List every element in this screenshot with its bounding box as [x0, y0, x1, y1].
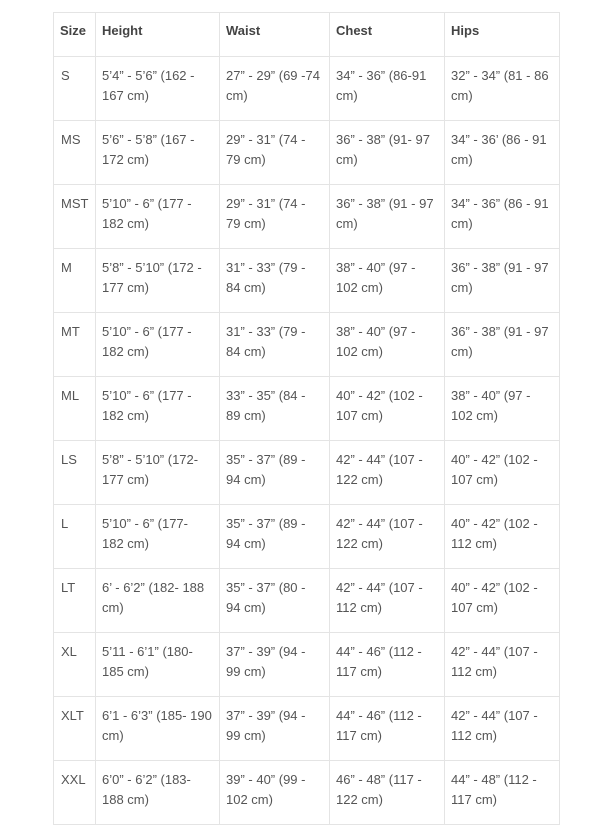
height-cell: 5’10” - 6” (177- 182 cm): [96, 505, 220, 569]
table-row: [54, 441, 560, 505]
height-cell: 6’1 - 6’3” (185- 190 cm): [96, 697, 220, 761]
hips-cell: 34” - 36” (86 - 91 cm): [445, 185, 560, 249]
hips-cell: 44” - 48” (112 - 117 cm): [445, 761, 560, 825]
header-height: Height: [96, 13, 220, 57]
height-cell: 5’8” - 5’10” (172- 177 cm): [96, 441, 220, 505]
chest-cell: 46” - 48” (117 - 122 cm): [330, 761, 445, 825]
waist-cell: 29” - 31” (74 - 79 cm): [220, 121, 330, 185]
table-row: [54, 505, 560, 569]
header-row: [54, 13, 560, 57]
header-hips: Hips: [445, 13, 560, 57]
waist-cell: 39” - 40” (99 - 102 cm): [220, 761, 330, 825]
hips-cell: 42” - 44” (107 - 112 cm): [445, 633, 560, 697]
hips-cell: 36” - 38” (91 - 97 cm): [445, 249, 560, 313]
height-cell: 5’10” - 6” (177 - 182 cm): [96, 185, 220, 249]
height-cell: 5’8” - 5’10” (172 - 177 cm): [96, 249, 220, 313]
waist-cell: 35” - 37” (80 - 94 cm): [220, 569, 330, 633]
hips-cell: 42” - 44” (107 - 112 cm): [445, 697, 560, 761]
header-waist: Waist: [220, 13, 330, 57]
size-cell: LS: [54, 441, 96, 505]
waist-cell: 37” - 39” (94 - 99 cm): [220, 633, 330, 697]
hips-cell: 40” - 42” (102 - 107 cm): [445, 441, 560, 505]
size-cell: MS: [54, 121, 96, 185]
size-cell: MT: [54, 313, 96, 377]
size-cell: S: [54, 57, 96, 121]
size-cell: MST: [54, 185, 96, 249]
table-row: [54, 761, 560, 825]
height-cell: 6’0” - 6’2” (183- 188 cm): [96, 761, 220, 825]
table-row: [54, 57, 560, 121]
table-row: [54, 313, 560, 377]
table-row: [54, 377, 560, 441]
chest-cell: 36” - 38” (91- 97 cm): [330, 121, 445, 185]
table-row: [54, 569, 560, 633]
table-header: [54, 13, 560, 57]
size-cell: L: [54, 505, 96, 569]
size-chart-table: [53, 12, 560, 825]
chest-cell: 36” - 38” (91 - 97 cm): [330, 185, 445, 249]
table-row: [54, 185, 560, 249]
waist-cell: 29” - 31” (74 - 79 cm): [220, 185, 330, 249]
size-cell: ML: [54, 377, 96, 441]
hips-cell: 40” - 42” (102 - 107 cm): [445, 569, 560, 633]
chest-cell: 42” - 44” (107 - 122 cm): [330, 505, 445, 569]
height-cell: 5’10” - 6” (177 - 182 cm): [96, 313, 220, 377]
height-cell: 5’6” - 5’8” (167 - 172 cm): [96, 121, 220, 185]
waist-cell: 35” - 37” (89 - 94 cm): [220, 505, 330, 569]
chest-cell: 38” - 40” (97 - 102 cm): [330, 313, 445, 377]
chest-cell: 44” - 46” (112 - 117 cm): [330, 697, 445, 761]
height-cell: 5’10” - 6” (177 - 182 cm): [96, 377, 220, 441]
chest-cell: 42” - 44” (107 - 122 cm): [330, 441, 445, 505]
size-cell: XLT: [54, 697, 96, 761]
height-cell: 5’4” - 5’6” (162 - 167 cm): [96, 57, 220, 121]
hips-cell: 38” - 40” (97 - 102 cm): [445, 377, 560, 441]
table-row: [54, 633, 560, 697]
hips-cell: 32” - 34” (81 - 86 cm): [445, 57, 560, 121]
waist-cell: 35” - 37” (89 - 94 cm): [220, 441, 330, 505]
table-row: [54, 697, 560, 761]
waist-cell: 37” - 39” (94 - 99 cm): [220, 697, 330, 761]
waist-cell: 31” - 33” (79 - 84 cm): [220, 249, 330, 313]
hips-cell: 34” - 36’ (86 - 91 cm): [445, 121, 560, 185]
size-cell: XXL: [54, 761, 96, 825]
chest-cell: 34” - 36” (86-91 cm): [330, 57, 445, 121]
table-body: [54, 57, 560, 825]
chest-cell: 40” - 42” (102 - 107 cm): [330, 377, 445, 441]
waist-cell: 33” - 35” (84 - 89 cm): [220, 377, 330, 441]
chest-cell: 38” - 40” (97 - 102 cm): [330, 249, 445, 313]
hips-cell: 36” - 38” (91 - 97 cm): [445, 313, 560, 377]
table-row: [54, 249, 560, 313]
size-cell: LT: [54, 569, 96, 633]
height-cell: 5’11 - 6’1” (180- 185 cm): [96, 633, 220, 697]
waist-cell: 31” - 33” (79 - 84 cm): [220, 313, 330, 377]
chest-cell: 44” - 46” (112 - 117 cm): [330, 633, 445, 697]
hips-cell: 40” - 42” (102 - 112 cm): [445, 505, 560, 569]
chest-cell: 42” - 44” (107 - 112 cm): [330, 569, 445, 633]
height-cell: 6’ - 6’2” (182- 188 cm): [96, 569, 220, 633]
size-cell: XL: [54, 633, 96, 697]
header-chest: Chest: [330, 13, 445, 57]
header-size: Size: [54, 13, 96, 57]
table-row: [54, 121, 560, 185]
waist-cell: 27” - 29” (69 -74 cm): [220, 57, 330, 121]
size-cell: M: [54, 249, 96, 313]
